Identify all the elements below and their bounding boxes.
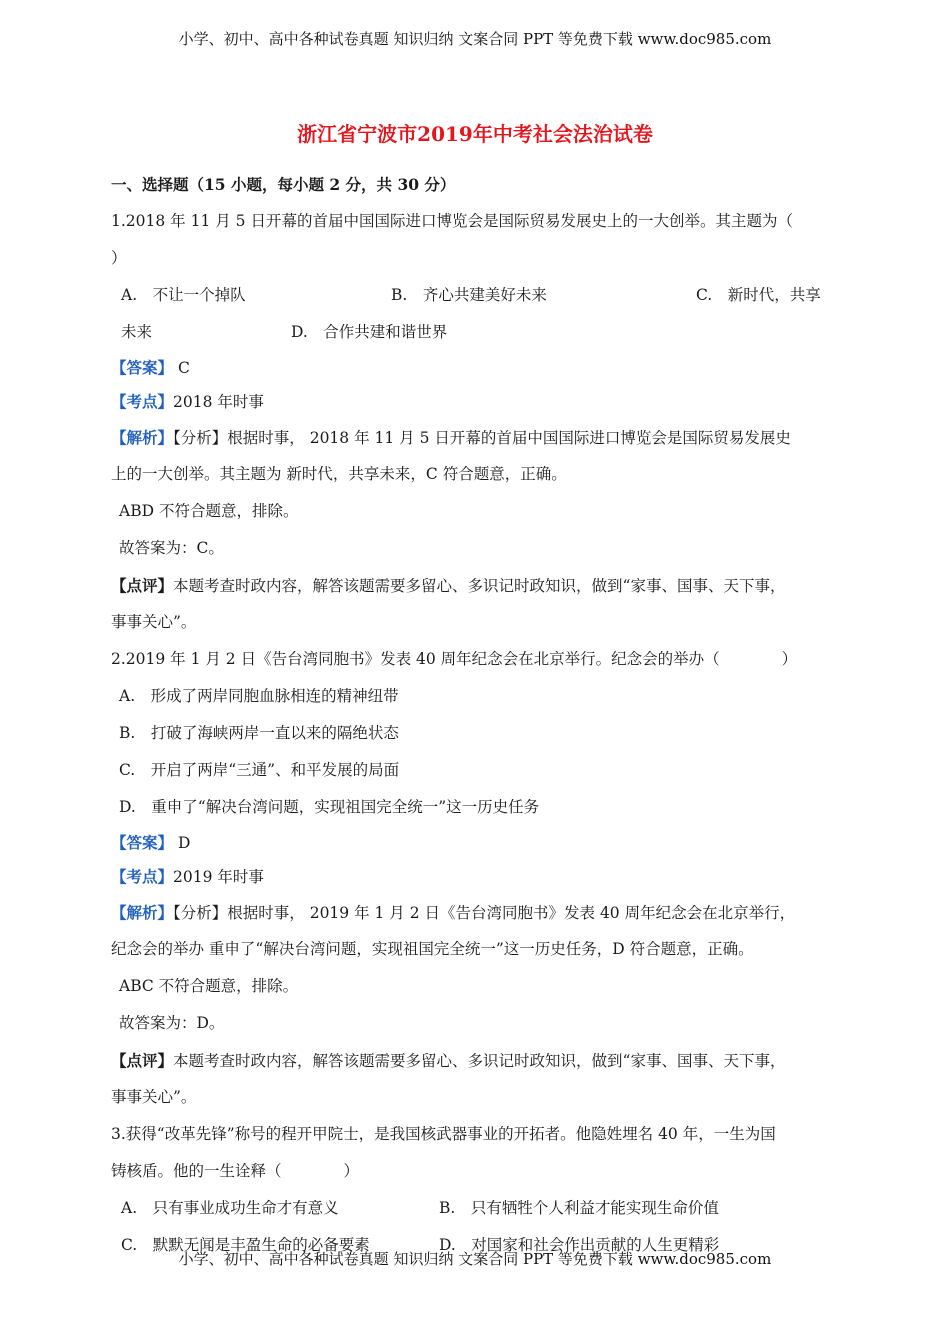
q1-exclusion: ABD 不符合题意，排除。: [119, 502, 299, 520]
exam-title: 浙江省宁波市2019年中考社会法治试卷: [297, 122, 653, 146]
review-tag: 【点评】: [111, 1051, 174, 1070]
q2-exclusion: ABC 不符合题意，排除。: [119, 977, 299, 995]
q1-option-b: B. 齐心共建美好未来: [391, 286, 547, 304]
q2-analysis-text1: 根据时事， 2019 年 1 月 2 日《告台湾同胞书》发表 40 周年纪念会在北京举行，: [227, 904, 796, 922]
q2-analysis-line1: [111, 894, 841, 931]
q2-option-c: C. 开启了两岸“三通”、和平发展的局面: [119, 761, 400, 779]
q1-answer: [111, 351, 841, 385]
q3-option-c: C. 默默无闻是丰盈生命的必备要素: [121, 1236, 370, 1254]
page-footer: 小学、初中、高中各种试卷真题 知识归纳 文案合同 PPT 等免费下载 www.doc985.com: [178, 1250, 772, 1268]
analysis-tag: 【解析】: [111, 903, 174, 922]
q1-analysis-line1: [111, 419, 841, 456]
q2-point: [111, 860, 841, 894]
q3-stem-line1: 3.获得“改革先锋”称号的程开甲院士，是我国核武器事业的开拓者。他隐姓埋名 40 年，一生为国: [111, 1125, 776, 1143]
q1-options-row2: [111, 314, 841, 351]
q1-final-answer: 故答案为：C。: [119, 539, 224, 557]
review-tag: 【点评】: [111, 576, 174, 595]
q1-option-d: D. 合作共建和谐世界: [291, 323, 448, 341]
q2-option-b: B. 打破了海峡两岸一直以来的隔绝状态: [119, 724, 399, 742]
point-tag: 【考点】: [111, 392, 174, 411]
q2-option-d: D. 重申了“解决台湾问题，实现祖国完全统一”这一历史任务: [119, 798, 540, 816]
answer-tag: 【答案】: [111, 833, 174, 852]
q3-options-row1: [111, 1190, 841, 1227]
q3-stem-line2: 铸核盾。他的一生诠释（ ）: [111, 1162, 360, 1180]
section-heading: 一、选择题（15 小题，每小题 2 分，共 30 分）: [111, 175, 456, 194]
q1-stem-line2: ）: [111, 249, 127, 267]
q3-option-a: A. 只有事业成功生命才有意义: [121, 1199, 339, 1217]
q1-analysis-line2: 上的一大创举。其主题为 新时代，共享未来，C 符合题意，正确。: [111, 465, 567, 483]
q1-option-c: C. 新时代，共享: [696, 286, 821, 304]
q2-answer: [111, 826, 841, 860]
page-header: 小学、初中、高中各种试卷真题 知识归纳 文案合同 PPT 等免费下载 www.doc985.com: [178, 30, 772, 48]
q2-review-line2: 事事关心”。: [111, 1088, 197, 1106]
q3-option-d: D. 对国家和社会作出贡献的人生更精彩: [439, 1236, 720, 1254]
q2-analysis-line2: 纪念会的举办 重申了“解决台湾问题，实现祖国完全统一”这一历史任务，D 符合题意，正确。: [111, 940, 754, 958]
fenxi-tag: 【分析】: [173, 429, 228, 447]
exam-content: [111, 166, 841, 1264]
q2-option-a: A. 形成了两岸同胞血脉相连的精神纽带: [119, 687, 399, 705]
q1-analysis-text1: 根据时事， 2018 年 11 月 5 日开幕的首届中国国际进口博览会是国际贸易发展史: [227, 429, 791, 447]
q1-review-text1: 本题考查时政内容，解答该题需要多留心、多识记时政知识，做到“家事、国事、天下事，: [173, 577, 786, 595]
q2-answer-value: D: [173, 834, 191, 852]
q2-final-answer: 故答案为：D。: [119, 1014, 225, 1032]
q1-answer-value: C: [173, 359, 190, 377]
q1-option-a: A. 不让一个掉队: [121, 286, 246, 304]
q1-review-line2: 事事关心”。: [111, 613, 197, 631]
q1-option-c-cont: 未来: [121, 323, 153, 341]
q1-point-value: 2018 年时事: [173, 393, 264, 411]
q1-review-line1: [111, 567, 841, 604]
q2-review-text1: 本题考查时政内容，解答该题需要多留心、多识记时政知识，做到“家事、国事、天下事，: [173, 1052, 786, 1070]
q1-point: [111, 385, 841, 419]
q2-stem: 2.2019 年 1 月 2 日《告台湾同胞书》发表 40 周年纪念会在北京举行。纪念会的举办（ ）: [111, 650, 798, 668]
fenxi-tag: 【分析】: [173, 904, 228, 922]
point-tag: 【考点】: [111, 867, 174, 886]
q1-options-row1: [111, 277, 841, 314]
answer-tag: 【答案】: [111, 358, 174, 377]
q3-option-b: B. 只有牺牲个人利益才能实现生命价值: [439, 1199, 719, 1217]
q2-point-value: 2019 年时事: [173, 868, 264, 886]
q2-review-line1: [111, 1042, 841, 1079]
analysis-tag: 【解析】: [111, 428, 174, 447]
q1-stem-line1: 1.2018 年 11 月 5 日开幕的首届中国国际进口博览会是国际贸易发展史上的一大创举。其主题为（: [111, 212, 793, 230]
